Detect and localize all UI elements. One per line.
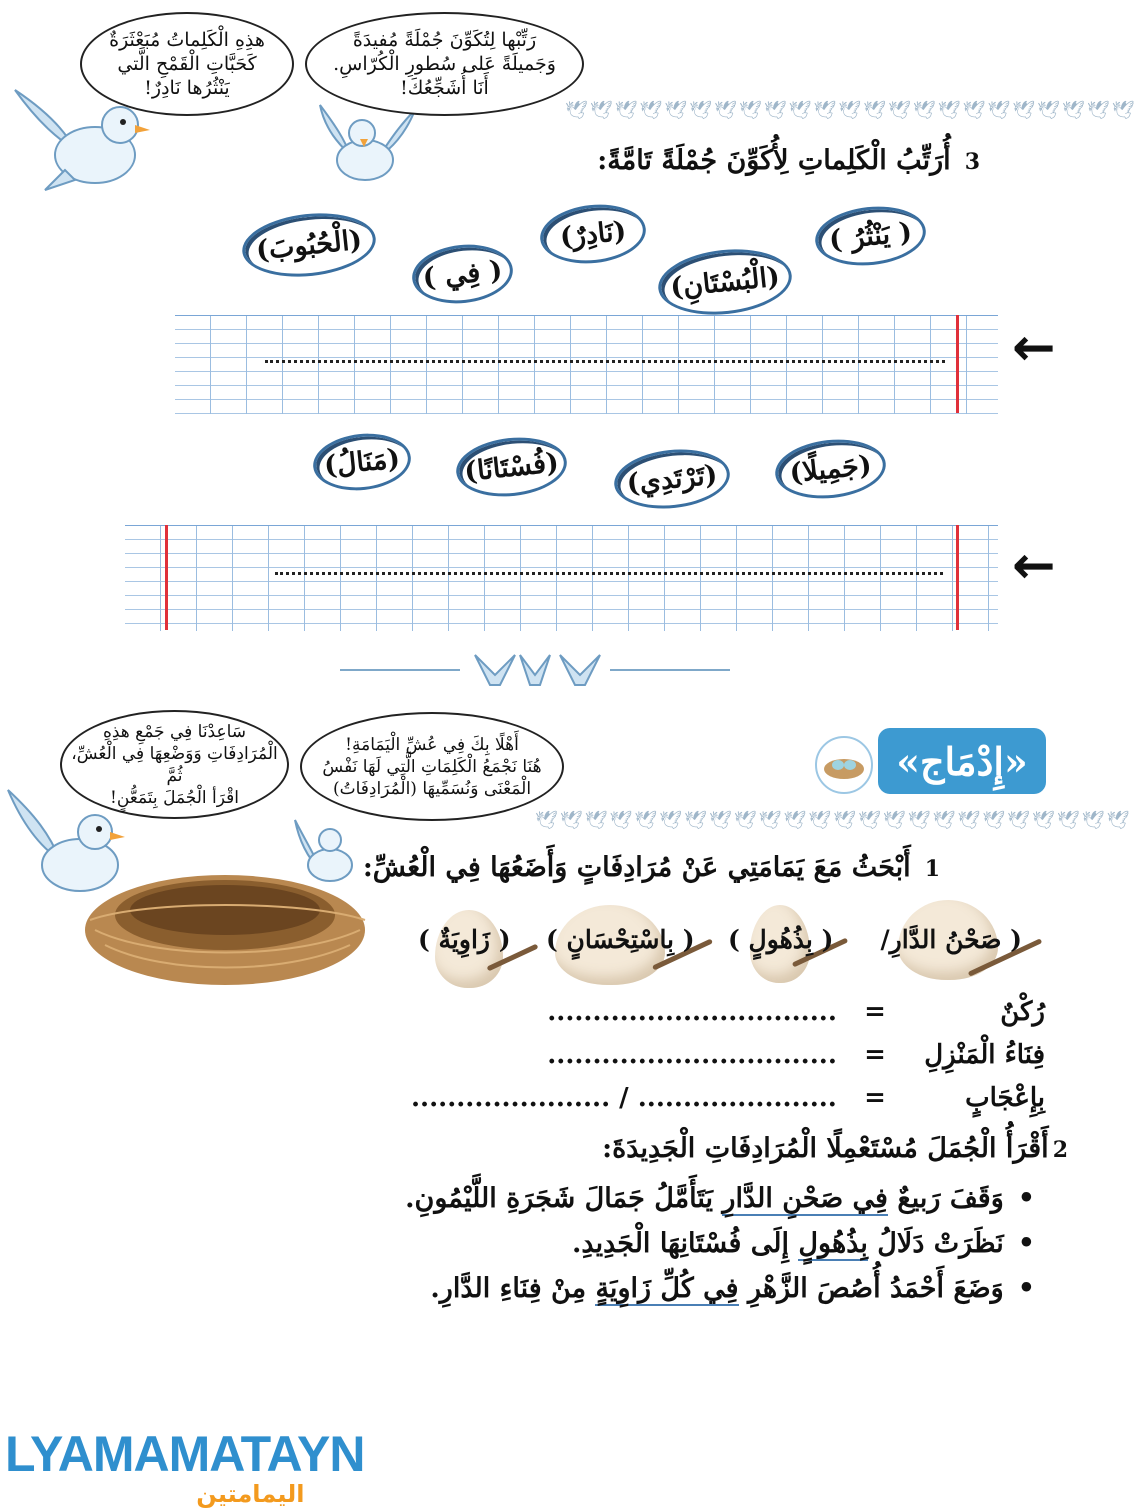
answer-blank[interactable]: ................................ [547,997,837,1027]
word-chip[interactable]: ( فِي ) [409,240,516,308]
divider-doves-ornament [340,645,730,695]
nest-word[interactable]: ( بِذُهُولٍ ) [728,925,834,954]
sentence-item: •وَضَعَ أَحْمَدُ أُصُصَ الزَّهْرِ فِي كُلِّ زَاوِيَةٍ مِنْ فِنَاءِ الدَّارِ. [430,1273,1035,1304]
word-chip[interactable]: (الْحُبُوبَ) [239,207,379,283]
nest-word[interactable]: ( صَحْنُ الدَّارِ/ [880,925,1022,954]
exercise-number: 2 [1052,1137,1068,1163]
sentence-item: •نَظَرَتْ دَلَالُ بِذُهُولٍ إِلَى فُسْتَانِهَا الْجَدِيدِ. [572,1228,1035,1259]
synonym-row [547,1040,1045,1070]
word-chip[interactable]: (نَادِرٌ) [537,200,648,269]
synonym-row [411,1083,1045,1113]
nest-word[interactable]: ( زَاوِيَةٌ ) [418,925,511,954]
writing-lines-2[interactable] [125,525,998,631]
nest-eggs-icon [808,735,880,795]
word-chip[interactable]: (فُسْتَانًا) [453,432,569,501]
exercise-number: 3 [964,149,980,175]
word-chip[interactable]: (جَمِيلًا) [772,434,888,503]
speech-bubble-bottom-right: أَهْلًا بِكَ فِي عُشِّ الْيَمَامَةِ! هُنَا نَجْمَعُ الْكَلِمَاتِ الَّتِي لَهَا نَفْسُ الْمَعْنَى وَنُسَمِّيهَا (الْمُرَادِفَاتُ) [300,712,564,821]
exercise-3-title: 3أُرَتِّبُ الْكَلِماتِ لِأُكَوِّنَ جُمْلَةً تَامَّةً: [597,145,980,176]
answer-blank-2[interactable] [275,572,943,575]
equals-sign: = [864,1040,886,1070]
answer-blank-1[interactable] [265,360,945,363]
margin-line [956,525,959,630]
bullet-icon: • [1017,1228,1035,1259]
synonym-word: رُكْنٌ [1000,997,1045,1027]
synonym-word: فِنَاءُ الْمَنْزِلِ [924,1040,1045,1070]
margin-line [165,525,168,630]
exercise-number: 1 [924,856,940,882]
arrow-left-icon: ← [1012,536,1056,596]
sentence-item: •وَقَفَ رَبيعٌ فِي صَحْنِ الدَّارِ يَتَأَمَّلُ جَمَالَ شَجَرَةِ اللَّيْمُونِ. [405,1183,1035,1214]
arrow-left-icon: ← [1012,318,1056,378]
bird-nest-illustration [75,810,375,1000]
word-chip[interactable]: (تَرْتَدِي) [611,444,732,514]
decorative-bird-border-top: 🕊🕊🕊🕊🕊🕊🕊🕊🕊🕊🕊🕊🕊🕊🕊🕊🕊🕊🕊🕊🕊🕊🕊 [565,100,1137,121]
underlined-synonym: فِي صَحْنِ الدَّارِ [722,1183,888,1214]
word-chip[interactable]: (مَنَالُ) [310,429,413,495]
synonym-word: بِإِعْجَابٍ [965,1083,1045,1113]
brand-logo [5,1428,364,1508]
synonym-row [547,997,1045,1027]
underlined-synonym: فِي كُلِّ زَاوِيَةٍ [595,1273,739,1304]
underlined-synonym: بِذُهُولٍ [798,1228,868,1259]
speech-bubble-top-left: هذِهِ الْكَلِماتُ مُبَعْثَرَةٌ كَحَبَّاتِ الْقَمْحِ الَّتي يَنْثُرُها نَادِرٌ! [80,12,294,116]
decorative-bird-border-bottom: 🕊🕊🕊🕊🕊🕊🕊🕊🕊🕊🕊🕊🕊🕊🕊🕊🕊🕊🕊🕊🕊🕊🕊🕊 [535,810,1132,831]
nest-word[interactable]: ( بِاسْتِحْسَانٍ ) [546,925,695,954]
bullet-icon: • [1017,1273,1035,1304]
logo-latin: LYAMAMATAYN [5,1426,365,1482]
equals-sign: = [864,1083,886,1113]
speech-bubble-top-right: رَتِّبْها لِتُكَوِّنَ جُمْلَةً مُفيدَةً وَجَميلَةً عَلى سُطورِ الْكُرّاسِ. أَنَا أُشَجِّعُكَ! [305,12,584,116]
writing-lines-1[interactable] [175,315,998,414]
answer-blank[interactable]: ................................ [547,1040,837,1070]
equals-sign: = [864,997,886,1027]
exercise-1-title: 1أَبْحَثُ مَعَ يَمَامَتِي عَنْ مُرَادِفَاتٍ وَأَضَعُهَا فِي الْعُشِّ: [362,852,940,883]
exercise-2-title: 2أَقْرَأُ الْجُمَلَ مُسْتَعْمِلًا الْمُرَادِفَاتِ الْجَدِيدَةَ: [602,1133,1068,1164]
margin-line [956,315,959,413]
bullet-icon: • [1017,1183,1035,1214]
answer-blank[interactable]: ...................... / ...................... [410,1083,837,1113]
idmaj-banner: «إِدْمَاج» [878,728,1046,794]
word-chip[interactable]: ( يَنْثُرُ ) [812,201,928,270]
word-chip[interactable]: (الْبُسْتَانِ) [655,243,795,321]
logo-arabic: اليمامتين [196,1480,305,1508]
speech-bubble-bottom-left: سَاعِدْنَا فِي جَمْعِ هذِهِ الْمُرَادِفَاتِ وَوَضْعِهَا فِي الْعُشِّ، ثُمَّ اقْرَأ الْجُمَلَ بِتَمَعُّنٍ! [60,710,289,819]
